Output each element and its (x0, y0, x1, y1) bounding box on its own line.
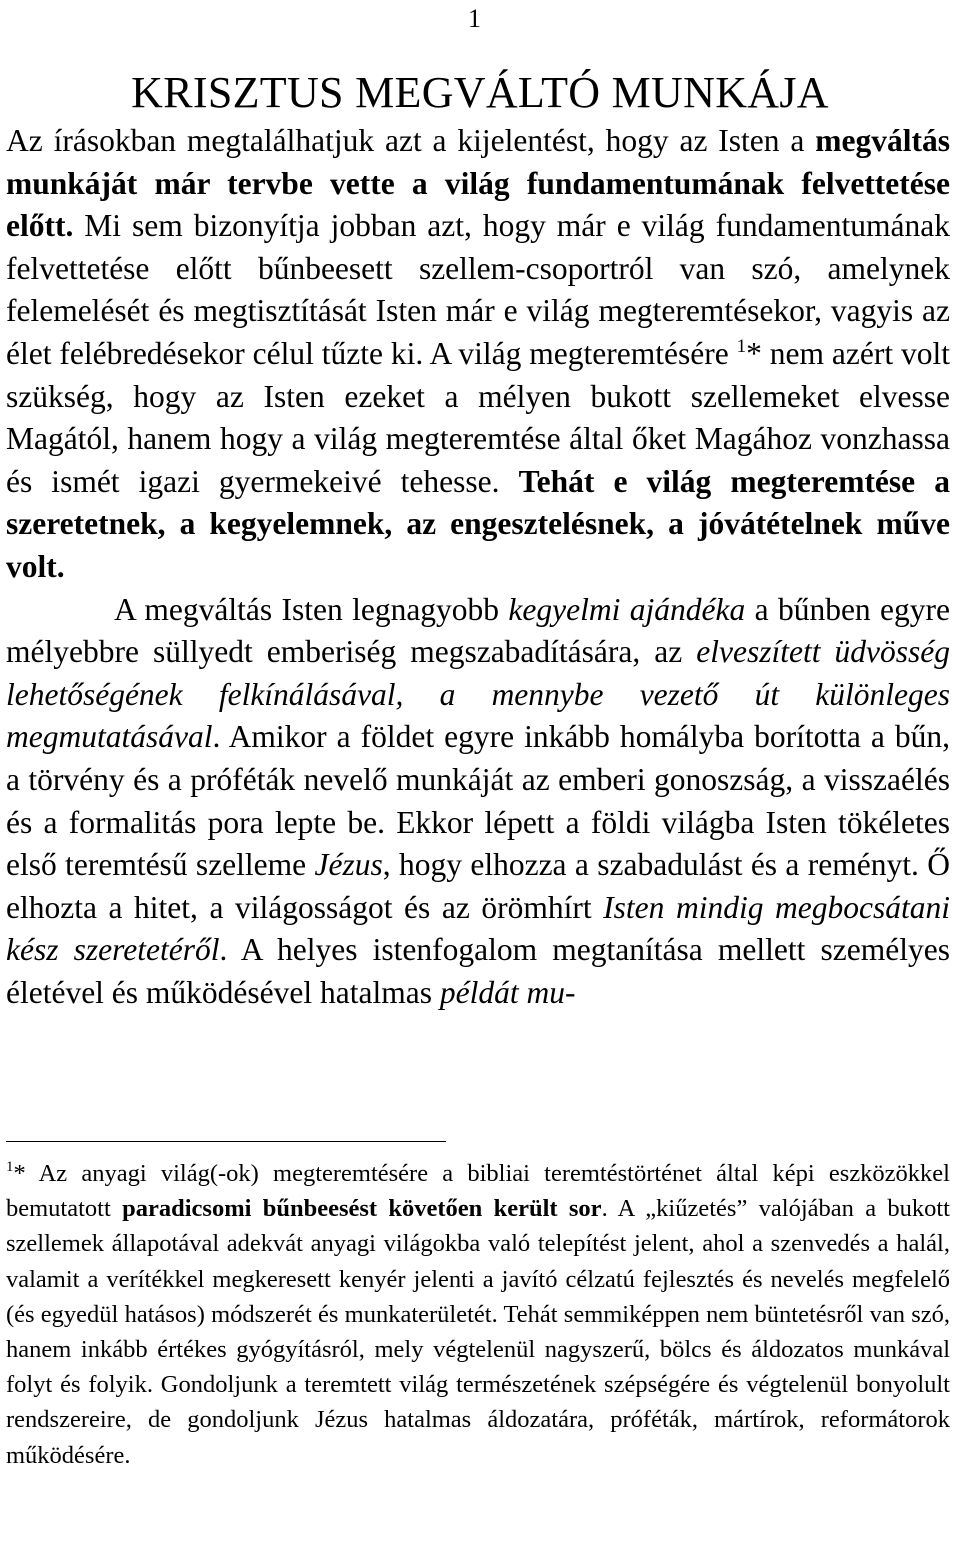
footnote-bold: paradicsomi bűnbeesést követően került sor (122, 1195, 602, 1223)
footnote-text-1: * Az anyagi világ(-ok) megteremtésére a bibliai teremtéstörténet által képi eszközökkel bemutatott (6, 1160, 950, 1223)
footnote-marker: 1 (6, 1159, 14, 1175)
p2-text-1: A megváltás Isten legnagyobb (114, 591, 509, 627)
p2-text-3: . Amikor a földet egyre inkább homályba borította a bűn, a törvény és a próféták nevelő munkáját az emberi gonoszság, a visszaélés és a formalitás pora lepte be. Ekkor lépett a földi világba Isten tökéletes első teremtésű szelleme (6, 719, 950, 883)
p2-text-2: a bűnben egyre mélyebbre süllyedt emberiség megszabadítására, az (6, 591, 950, 670)
page-title: KRISZTUS MEGVÁLTÓ MUNKÁJA (131, 68, 829, 117)
p2-text-4: , hogy elhozza a szabadulást és a reményt. Ő elhozta a hitet, a világosságot és az örömhírt (6, 847, 950, 925)
footnote (6, 1156, 950, 1473)
footnote-text-2: . A „kiűzetés” valójában a bukott szellemek állapotával adekvát anyagi világokba való telepítést jelent, ahol a szenvedés a halál, valamit a verítékkel megkeresett kenyér jelenti a javító célzatú fejlesztés és nevelés megfelelő (és egyedül hatásos) módszerét és munkaterületét. Tehát semmiképpen nem büntetésről van szó, hanem inkább értékes gyógyításról, mely végtelenül nagyszerű, bölcs és áldozatos munkával folyt és folyik. Gondoljunk a teremtett világ természetének szépségére és végtelenül bonyolult rendszereire, de gondoljunk Jézus hatalmas áldozatára, próféták, mártírok, reformátorok működésére. (6, 1195, 950, 1469)
footnote-reference: 1 (736, 335, 747, 357)
p2-italic-1: kegyelmi ajándéka (508, 591, 746, 627)
footnote-text (6, 1156, 950, 1473)
p2-italic-4: példát mu- (439, 974, 576, 1010)
p1-body: Mi sem bizonyítja jobban azt, hogy már e világ fundamentumának felvettetése előtt bűnbeesett szellem-csoportról van szó, amelynek felemelését és megtisztítását Isten már e világ megteremtésekor, vagyis az élet felébredésekor célul tűzte ki. A világ megteremtésére (6, 208, 950, 371)
main-text (6, 120, 950, 1014)
footnote-divider (6, 1141, 446, 1142)
paragraph-2 (6, 589, 950, 1015)
p1-bold-conclusion: Tehát e világ megteremtése a szeretetnek, a kegyelemnek, az engesztelésnek, a jóvátételnek műve volt. (6, 463, 950, 584)
p1-body-continued: * nem azért volt szükség, hogy az Isten ezeket a mélyen bukott szellemeket elvesse Magától, hanem hogy a világ megteremtése által őket Magához vonzhassa és ismét igazi gyermekeivé tehesse. (6, 335, 951, 499)
page-number: 1 (468, 4, 481, 33)
p2-italic-jezus: Jézus (314, 847, 383, 883)
p2-italic-3: Isten mindig megbocsátani kész szeretetéről (6, 889, 950, 968)
paragraph-1 (6, 120, 950, 589)
p2-italic-2: elveszített üdvösség lehetőségének felkínálásával, a mennybe vezető út különleges megmutatásával (6, 634, 950, 755)
p1-intro: Az írásokban megtalálhatjuk azt a kijelentést, hogy az Isten a (6, 123, 816, 158)
p1-bold-statement: megváltás munkáját már tervbe vette a világ fundamentumának felvettetése előtt. (6, 123, 950, 244)
p2-text-5: . A helyes istenfogalom megtanítása mellett személyes életével és működésével hatalmas (6, 932, 950, 1010)
